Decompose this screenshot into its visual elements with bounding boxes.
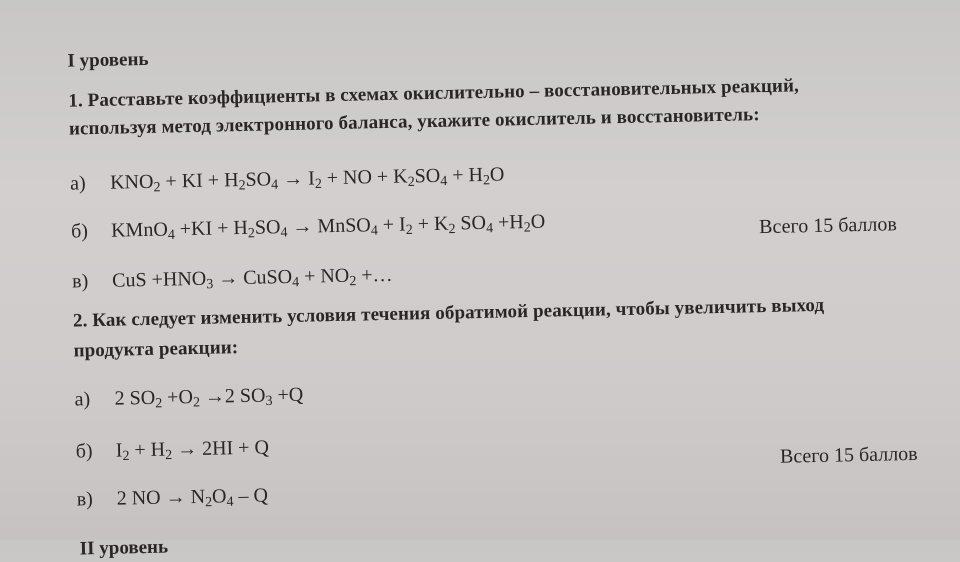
- formula-subscript: 2: [448, 222, 456, 238]
- task2-question-line1: 2. Как следует изменить условия течения обратимой реакции, чтобы увеличить выход: [72, 294, 825, 332]
- formula-subscript: 2: [153, 180, 161, 196]
- formula-text: → CuSO: [212, 265, 293, 290]
- formula-subscript: 4: [440, 174, 448, 190]
- formula-text: + I: [377, 213, 406, 237]
- formula-subscript: 2: [155, 396, 163, 412]
- formula-subscript: 2: [247, 226, 256, 242]
- formula-text: O: [530, 210, 546, 233]
- formula-text: 2 NO → N: [116, 485, 206, 510]
- formula-subscript: 2: [407, 174, 415, 190]
- task2-equation-a: [74, 384, 303, 412]
- equation-formula: [109, 163, 505, 196]
- formula-subscript: 2: [192, 395, 201, 411]
- formula-subscript: 4: [280, 225, 288, 241]
- formula-text: O: [489, 163, 505, 186]
- formula-text: SO: [254, 216, 281, 239]
- formula-text: SO: [455, 211, 487, 235]
- equation-label: б): [75, 440, 93, 463]
- formula-text: → I: [277, 167, 315, 191]
- formula-subscript: 4: [292, 275, 300, 291]
- formula-subscript: 2: [165, 447, 173, 464]
- formula-text: +O: [161, 386, 194, 409]
- equation-formula: [114, 384, 303, 410]
- formula-text: 2 SO: [114, 386, 156, 410]
- task2-equation-b: [75, 436, 269, 463]
- task1-score: Всего 15 баллов: [758, 213, 898, 239]
- formula-subscript: 3: [206, 277, 214, 293]
- level-heading: I уровень: [67, 48, 149, 72]
- formula-subscript: 3: [265, 393, 273, 410]
- task1-equation-a: [70, 163, 505, 195]
- equation-formula: [112, 264, 393, 292]
- task1-equation-c: [72, 264, 393, 294]
- equation-formula: [116, 484, 268, 509]
- formula-text: →2 SO: [199, 384, 266, 408]
- equation-formula: [111, 211, 546, 242]
- formula-text: SO: [414, 164, 441, 188]
- formula-text: KMnO: [110, 218, 168, 242]
- formula-text: O: [211, 485, 227, 508]
- formula-text: + NO: [298, 264, 350, 288]
- task1-question-line2: используя метод электронного баланса, укажите окислитель и восстановитель:: [68, 104, 760, 140]
- task2-question-line2: продукта реакции:: [73, 337, 239, 362]
- formula-subscript: 2: [482, 173, 491, 189]
- equation-label: б): [70, 220, 89, 243]
- formula-text: +Q: [272, 383, 304, 407]
- formula-subscript: 4: [485, 221, 494, 237]
- task2-score: Всего 15 баллов: [779, 442, 918, 468]
- formula-subscript: 2: [205, 495, 213, 511]
- formula-text: + KI + H: [160, 169, 239, 193]
- equation-formula: [115, 436, 270, 465]
- formula-subscript: 4: [226, 494, 234, 510]
- formula-text: I: [115, 439, 123, 462]
- next-level-heading-partial: II уровень: [79, 536, 169, 560]
- task2-equation-c: [76, 484, 268, 511]
- task1-question-line1: 1. Расставьте коэффициенты в схемах окислительно – восстановительных реакций,: [68, 75, 800, 112]
- formula-text: – Q: [233, 484, 269, 508]
- formula-text: +KI + H: [174, 216, 249, 241]
- formula-subscript: 4: [271, 177, 279, 193]
- equation-label: а): [69, 172, 86, 195]
- formula-text: SO: [245, 168, 272, 191]
- formula-text: KNO: [109, 170, 154, 194]
- equation-label: в): [71, 270, 89, 293]
- formula-subscript: 2: [405, 222, 413, 239]
- formula-text: + H: [129, 438, 166, 462]
- formula-text: + NO + K: [321, 165, 408, 190]
- formula-text: +…: [356, 263, 393, 287]
- formula-subscript: 2: [523, 220, 532, 236]
- formula-text: → MnSO: [287, 214, 371, 239]
- formula-subscript: 4: [370, 223, 379, 239]
- formula-subscript: 2: [122, 448, 130, 465]
- formula-text: CuS +HNO: [111, 267, 207, 292]
- formula-subscript: 2: [314, 176, 323, 192]
- formula-text: +H: [492, 211, 524, 234]
- formula-subscript: 2: [349, 274, 357, 290]
- equation-label: в): [76, 488, 94, 511]
- formula-subscript: 4: [167, 227, 176, 244]
- formula-subscript: 2: [238, 178, 246, 194]
- formula-text: → 2HI + Q: [171, 436, 270, 461]
- equation-label: а): [74, 388, 91, 411]
- task1-equation-b: [71, 211, 546, 244]
- formula-text: + K: [412, 212, 449, 236]
- formula-text: + H: [446, 163, 484, 187]
